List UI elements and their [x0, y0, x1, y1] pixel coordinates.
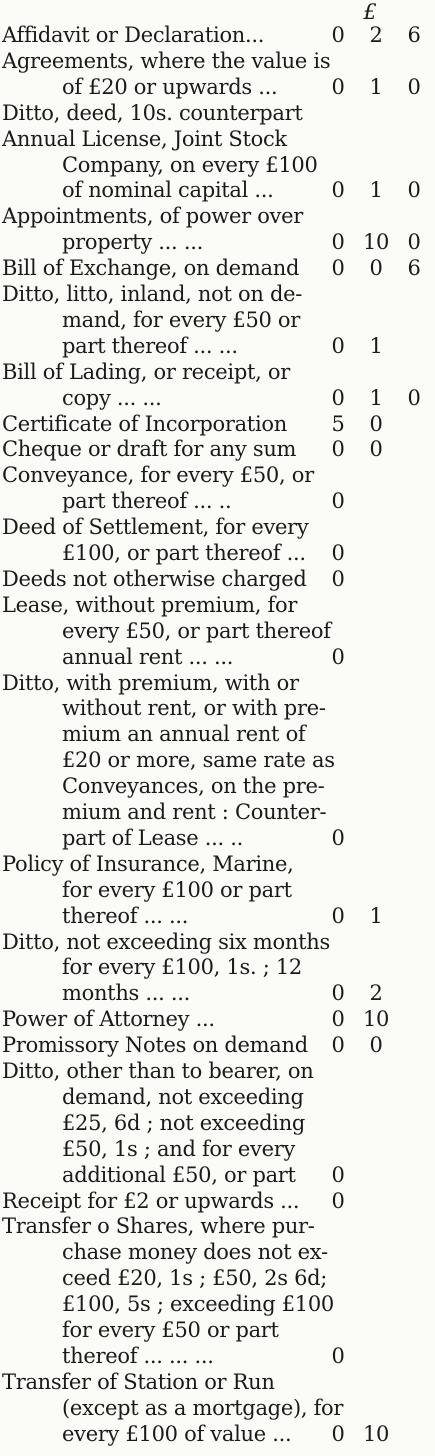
line-text: Agreements, where the value is [2, 48, 331, 73]
schedule-line [0, 488, 435, 515]
line-text: Receipt for £2 or upwards ... [2, 1188, 300, 1213]
pence-value: 0 [407, 230, 421, 255]
schedule-line [0, 670, 435, 697]
schedule-line [0, 229, 435, 256]
pence-value [396, 1006, 432, 1033]
schedule-line [0, 1188, 435, 1215]
pence-value [396, 488, 432, 515]
pence-value: 0 [407, 178, 421, 203]
line-text: Ditto, with premium, with or [2, 670, 299, 695]
schedule-line [0, 747, 435, 774]
schedule-line [0, 307, 435, 334]
line-text: every £100 of value ... [62, 1421, 292, 1446]
schedule-line [0, 281, 435, 308]
duty-amount [320, 1343, 435, 1370]
duty-amount [320, 411, 435, 438]
shillings-value: 10 [362, 1007, 390, 1032]
shillings-value: 0 [369, 256, 383, 281]
shillings-value [356, 566, 396, 593]
line-text: Appointments, of power over [2, 204, 303, 229]
pounds-value: 0 [331, 1162, 345, 1187]
pounds-value: 0 [331, 981, 345, 1006]
line-text: Bill of Lading, or receipt, or [2, 359, 290, 384]
pound-column-header: £ [363, 0, 377, 24]
pence-value [396, 540, 432, 567]
duty-amount [320, 1032, 435, 1059]
line-text: Annual License, Joint Stock [2, 126, 287, 151]
line-text: of nominal capital ... [62, 178, 274, 203]
shillings-value: 10 [362, 230, 390, 255]
line-text: Lease, without premium, for [2, 592, 298, 617]
schedule-line [0, 1239, 435, 1266]
line-text: Ditto, litto, inland, not on de- [2, 282, 303, 306]
schedule-line [0, 877, 435, 904]
pounds-value: 0 [331, 1188, 345, 1213]
schedule-line [0, 773, 435, 800]
line-text: mium and rent : Counter- [62, 800, 327, 824]
pounds-value: 0 [331, 1343, 345, 1368]
shillings-value: 1 [369, 178, 383, 203]
line-text: Company, on every £100 [62, 152, 318, 177]
schedule-line [0, 255, 435, 282]
line-text: mand, for every £50 or [62, 307, 301, 332]
line-text: £20 or more, same rate as [62, 748, 335, 773]
pence-value: 6 [407, 23, 421, 47]
schedule-line [0, 359, 435, 386]
pence-value [396, 903, 432, 930]
line-text: Deed of Settlement, for every [2, 515, 309, 540]
line-text: Ditto, deed, 10s. counterpart [2, 100, 303, 125]
pounds-value: 0 [331, 385, 345, 410]
pence-value [396, 1343, 432, 1370]
schedule-line [0, 1421, 435, 1448]
duty-amount [320, 488, 435, 515]
pence-value [396, 644, 432, 671]
pounds-value: 0 [331, 333, 345, 358]
pounds-value: 0 [331, 644, 345, 669]
line-text: part thereof ... ... [62, 333, 238, 358]
schedule-line [0, 929, 435, 956]
line-text: for every £50 or part [62, 1318, 279, 1342]
line-text: Deeds not otherwise charged [2, 566, 307, 591]
line-text: thereof ... ... [62, 903, 189, 928]
line-text: without rent, or with pre- [62, 696, 326, 721]
duty-amount [320, 644, 435, 671]
line-text: of £20 or upwards ... [62, 74, 278, 99]
shillings-value: 0 [369, 437, 383, 462]
duty-amount [320, 229, 435, 256]
schedule-line [0, 411, 435, 438]
shillings-value: 0 [369, 1033, 383, 1058]
line-text: Policy of Insurance, Marine, [2, 851, 294, 876]
pence-value [396, 333, 432, 360]
pounds-value: 0 [331, 825, 345, 850]
line-text: copy ... ... [62, 385, 162, 410]
duty-amount [320, 177, 435, 204]
schedule-line [0, 22, 435, 49]
shillings-value: 1 [369, 903, 383, 928]
line-text: Conveyances, on the pre- [62, 774, 325, 799]
line-text: demand, not exceeding [62, 1084, 304, 1109]
duty-amount [320, 825, 435, 852]
line-text: part thereof ... .. [62, 489, 232, 514]
shillings-value: 10 [362, 1421, 390, 1446]
schedule-line [0, 980, 435, 1007]
schedule-line [0, 1006, 435, 1033]
duty-amount [320, 74, 435, 101]
shillings-value: 2 [369, 981, 383, 1006]
schedule-line [0, 566, 435, 593]
pence-value [396, 1162, 432, 1189]
schedule-line [0, 385, 435, 412]
line-text: £25, 6d ; not exceeding [62, 1110, 306, 1135]
line-text: Power of Attorney ... [2, 1007, 215, 1032]
schedule-line [0, 954, 435, 981]
schedule-line [0, 1110, 435, 1137]
duty-amount [320, 980, 435, 1007]
schedule-line [0, 1395, 435, 1422]
pounds-value: 0 [331, 541, 345, 565]
duty-amount [320, 385, 435, 412]
shillings-value [356, 1188, 396, 1215]
pounds-value: 0 [331, 23, 345, 47]
schedule-line [0, 1213, 435, 1240]
schedule-line [0, 1136, 435, 1163]
pounds-value: 0 [331, 230, 345, 255]
line-text: additional £50, or part [62, 1162, 296, 1187]
pounds-value: 0 [331, 1033, 345, 1058]
schedule-line [0, 1162, 435, 1189]
schedule-line [0, 592, 435, 619]
pence-value: 6 [407, 256, 421, 281]
duty-amount [320, 1162, 435, 1189]
pence-value: 0 [407, 74, 421, 99]
line-text: Affidavit or Declaration... [2, 23, 265, 47]
pence-value [396, 1188, 432, 1215]
schedule-line [0, 618, 435, 645]
pounds-value: 5 [331, 411, 345, 436]
duty-amount [320, 1188, 435, 1215]
line-text: Conveyance, for every £50, or [2, 463, 314, 488]
duty-amount [320, 903, 435, 930]
schedule-line [0, 333, 435, 360]
line-text: Cheque or draft for any sum [2, 437, 297, 462]
line-text: £100, or part thereof ... [62, 541, 306, 565]
line-text: £50, 1s ; and for every [62, 1136, 296, 1161]
pounds-value: 0 [331, 566, 345, 591]
schedule-line [0, 177, 435, 204]
line-text: £100, 5s ; exceeding £100 [62, 1292, 334, 1317]
schedule-line [0, 903, 435, 930]
schedule-line [0, 851, 435, 878]
shillings-value: 2 [369, 23, 383, 47]
pounds-value: 0 [331, 1007, 345, 1032]
duty-amount [320, 333, 435, 360]
duty-amount [320, 1006, 435, 1033]
line-text: Certificate of Incorporation [2, 411, 287, 436]
pence-value [396, 411, 432, 438]
line-text: every £50, or part thereof [62, 618, 331, 643]
schedule-line [0, 825, 435, 852]
line-text: Ditto, other than to bearer, on [2, 1059, 314, 1083]
line-text: thereof ... ... ... [62, 1343, 214, 1368]
line-text: Promissory Notes on demand [2, 1033, 308, 1058]
shillings-value [356, 488, 396, 515]
line-text: Bill of Exchange, on demand [2, 256, 300, 281]
schedule-line [0, 1369, 435, 1396]
shillings-value [356, 644, 396, 671]
schedule-line [0, 152, 435, 179]
shillings-value [356, 825, 396, 852]
pounds-value: 0 [331, 74, 345, 99]
schedule-line [0, 1058, 435, 1085]
pence-value [396, 825, 432, 852]
pence-value [396, 436, 432, 463]
schedule-line [0, 1291, 435, 1318]
line-text: (except as a mortgage), for [62, 1395, 344, 1420]
duty-amount [320, 436, 435, 463]
schedule-line [0, 462, 435, 489]
pounds-value: 0 [331, 903, 345, 928]
schedule-line [0, 436, 435, 463]
pence-value [396, 1421, 432, 1448]
schedule-line [0, 514, 435, 541]
schedule-line [0, 48, 435, 75]
pence-value [396, 980, 432, 1007]
line-text: for every £100 or part [62, 877, 292, 902]
schedule-line [0, 721, 435, 748]
duty-amount [320, 22, 435, 49]
pence-value [396, 566, 432, 593]
shillings-value [356, 1343, 396, 1370]
duty-amount [320, 566, 435, 593]
line-text: Transfer of Station or Run [2, 1369, 275, 1394]
pounds-value: 0 [331, 1421, 345, 1446]
line-text: Ditto, not exceeding six months [2, 929, 330, 954]
pounds-value: 0 [331, 489, 345, 514]
line-text: for every £100, 1s. ; 12 [62, 955, 302, 980]
schedule-line [0, 1317, 435, 1344]
schedule-line [0, 799, 435, 826]
line-text: Transfer o Shares, where pur- [2, 1214, 315, 1239]
line-text: annual rent ... ... [62, 644, 234, 669]
line-text: ceed £20, 1s ; £50, 2s 6d; [62, 1266, 328, 1291]
schedule-line [0, 695, 435, 722]
schedule-line [0, 203, 435, 230]
line-text: property ... ... [62, 230, 203, 255]
shillings-value: 1 [369, 385, 383, 410]
pounds-value: 0 [331, 256, 345, 281]
schedule-line [0, 100, 435, 127]
schedule-line [0, 644, 435, 671]
shillings-value [356, 540, 396, 567]
pence-value: 0 [407, 385, 421, 410]
line-text: months ... ... [62, 981, 191, 1006]
schedule-line [0, 1084, 435, 1111]
schedule-line [0, 1265, 435, 1292]
shillings-value [356, 1162, 396, 1189]
schedule-line [0, 126, 435, 153]
pounds-value: 0 [331, 178, 345, 203]
duty-amount [320, 255, 435, 282]
line-text: part of Lease ... .. [62, 825, 244, 850]
pounds-value: 0 [331, 437, 345, 462]
duty-amount [320, 1421, 435, 1448]
duty-amount [320, 540, 435, 567]
schedule-line [0, 74, 435, 101]
shillings-value: 1 [369, 74, 383, 99]
pence-value [396, 1032, 432, 1059]
line-text: mium an annual rent of [62, 722, 306, 747]
shillings-value: 1 [369, 333, 383, 358]
schedule-line [0, 1032, 435, 1059]
shillings-value: 0 [369, 411, 383, 436]
line-text: chase money does not ex- [62, 1240, 328, 1265]
schedule-line [0, 540, 435, 567]
schedule-line [0, 1343, 435, 1370]
